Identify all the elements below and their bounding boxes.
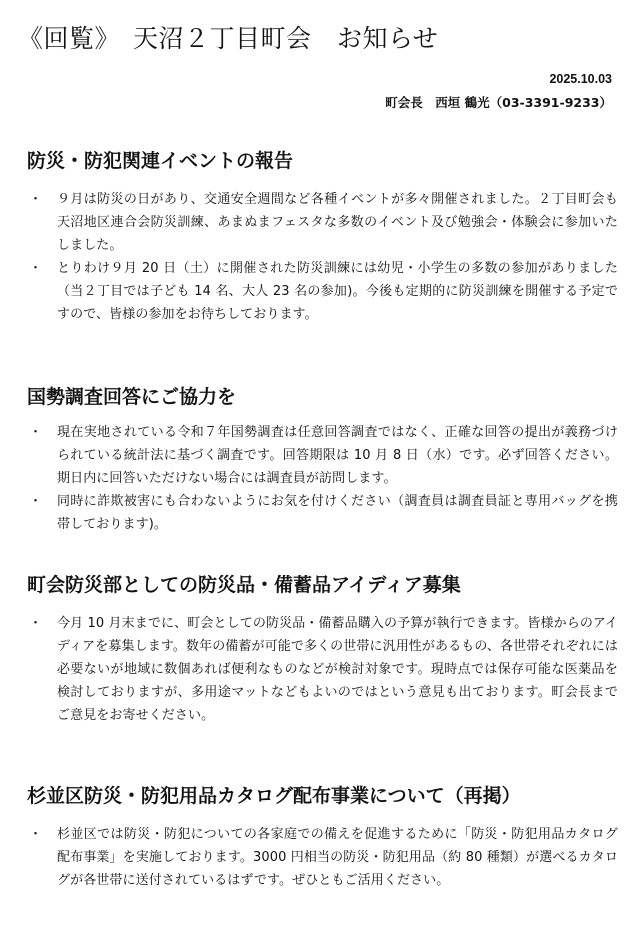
list-item bbox=[0, 257, 642, 326]
section-list-census bbox=[0, 421, 642, 536]
document-date: 2025.10.03 bbox=[549, 72, 612, 86]
list-item-text: ９月は防災の日があり、交通安全週間など各種イベントが多々開催されました。２丁目町会も天沼地区連合会防災訓練、あまぬまフェスタな多数のイベント及び勉強会・体験会に参加いたしました。 bbox=[57, 192, 618, 253]
document-title: 《回覧》 天沼２丁目町会 お知らせ bbox=[18, 24, 439, 53]
bullet-icon: ・ bbox=[29, 827, 43, 842]
section-heading-catalog: 杉並区防災・防犯用品カタログ配布事業について（再掲） bbox=[27, 785, 521, 807]
list-item-text: 現在実地されている令和７年国勢調査は任意回答調査ではなく、正確な回答の提出が義務づけられている統計法に基づく調査です。回答期限は 10 月 8 日（水）です。必ず回答ください。期日内に回答いただけない場合には調査員が訪問します。 bbox=[57, 425, 618, 486]
sender-line: 町会長 西垣 鶴光（03-3391-9233） bbox=[385, 95, 612, 110]
bullet-icon: ・ bbox=[29, 494, 43, 509]
bullet-icon: ・ bbox=[29, 192, 43, 207]
list-item bbox=[0, 421, 642, 490]
section-heading-idea-call: 町会防災部としての防災品・備蓄品アイディア募集 bbox=[27, 574, 461, 596]
bullet-icon: ・ bbox=[29, 425, 43, 440]
bullet-icon: ・ bbox=[29, 616, 43, 631]
section-heading-census: 国勢調査回答にご協力を bbox=[27, 386, 237, 408]
list-item bbox=[0, 188, 642, 257]
list-item-text: 杉並区では防災・防犯についての各家庭での備えを促進するために「防災・防犯用品カタログ配布事業」を実施しております。3000 円相当の防災・防犯用品（約 80 種類）が選べるカタログが各世帯に送付されているはずです。ぜひともご活用ください。 bbox=[57, 827, 618, 888]
bullet-icon: ・ bbox=[29, 261, 43, 276]
list-item bbox=[0, 823, 642, 892]
list-item bbox=[0, 490, 642, 536]
list-item-text: とりわけ９月 20 日（土）に開催された防災訓練には幼児・小学生の多数の参加がありました（当２丁目では子ども 14 名、大人 23 名の参加)。今後も定期的に防災訓練を開催する予定ですので、皆様の参加をお待ちしております。 bbox=[57, 261, 618, 322]
list-item bbox=[0, 612, 642, 727]
section-list-idea-call bbox=[0, 612, 642, 727]
section-heading-event-report: 防災・防犯関連イベントの報告 bbox=[27, 150, 294, 172]
section-list-event-report bbox=[0, 188, 642, 326]
section-list-catalog bbox=[0, 823, 642, 892]
list-item-text: 同時に詐欺被害にも合わないようにお気を付けください（調査員は調査員証と専用バッグを携帯しております)。 bbox=[57, 494, 618, 532]
list-item-text: 今月 10 月末までに、町会としての防災品・備蓄品購入の予算が執行できます。皆様からのアイディアを募集します。数年の備蓄が可能で多くの世帯に汎用性があるもの、各世帯それぞれには必要ないが地域に数個あれば便利なものなどが検討対象です。現時点では保存可能な医薬品を検討しておりますが、多用途マットなどもよいのではという意見も出ております。町会長までご意見をお寄せください。 bbox=[57, 616, 618, 723]
